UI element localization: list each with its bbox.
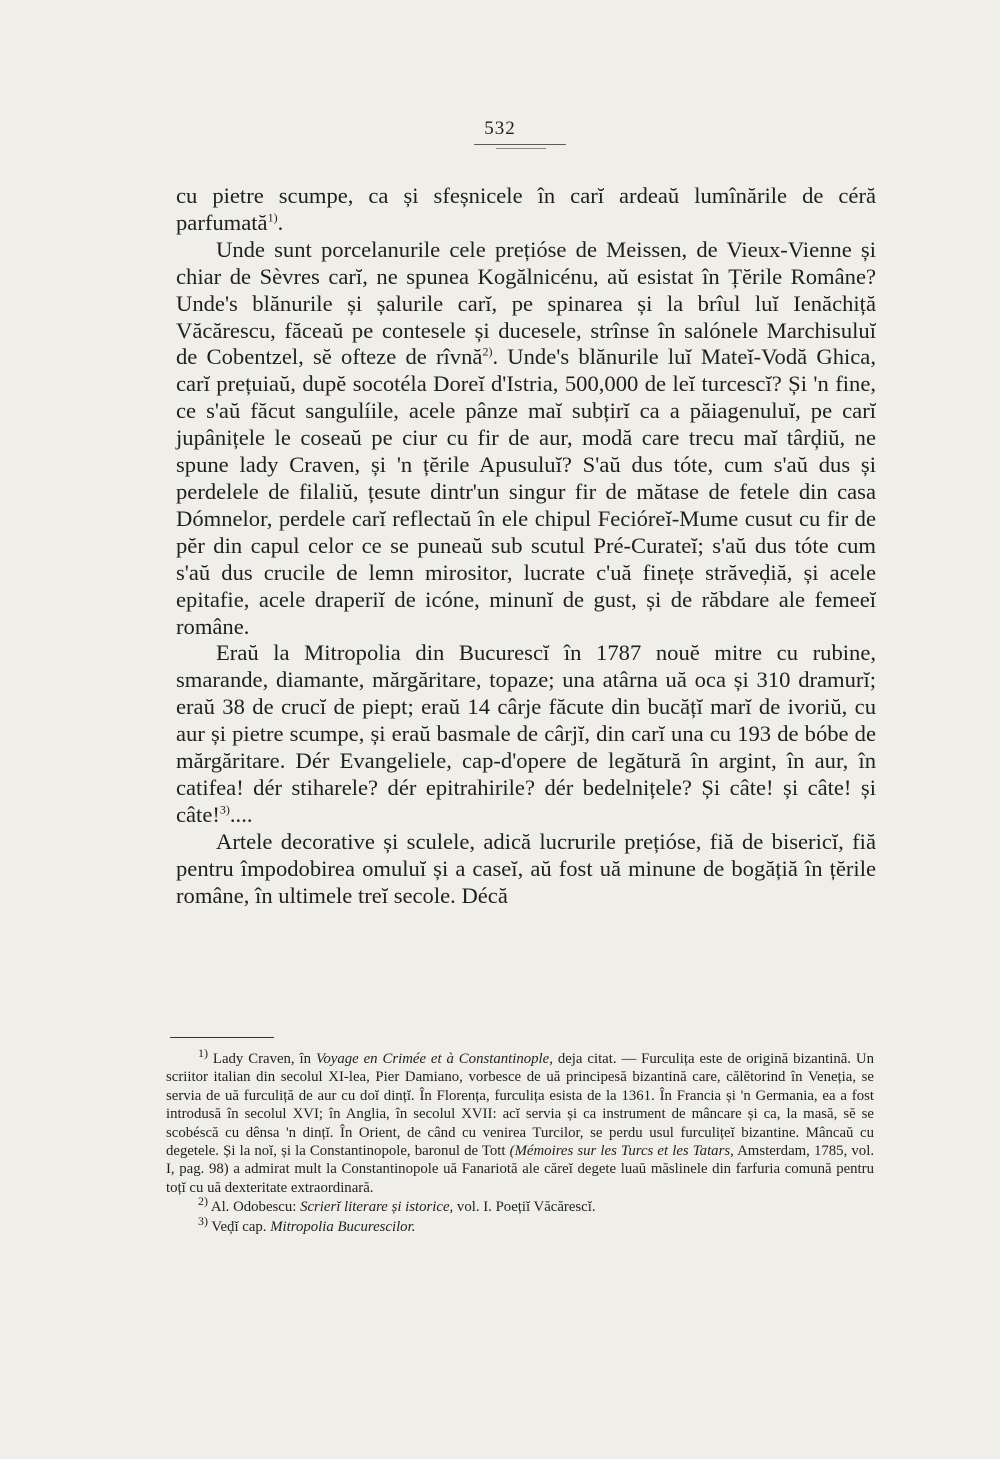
paragraph-4 [176, 829, 876, 910]
footnote-marker: 3) [219, 802, 230, 817]
footnotes [166, 1046, 875, 1237]
text-run: Veḑĭ cap. [208, 1218, 271, 1235]
text-run: Eraŭ la Mitropolia din Bucurescĭ în 1787 nouĕ mitre cu rubine, smarande, diamante, mărgăritare, topaze; una atârna uă oca și 310 dramurĭ; eraŭ 38 de crucĭ de piept; eraŭ 14 cârje făcute din bucățĭ marĭ de ivoriŭ, cu aur și pietre scumpe, și eraŭ basmale de cârjĭ, din carĭ una cu 193 de bóbe de mărgăritare. Dér Evangeliele, cap-d'opere de legătură în argint, în aur, în catifea! dér stiharele? dér epitrahirile? dér bedelnițele? Și câte! și câte! și câte! [176, 640, 876, 827]
footnote-marker: 3) [198, 1213, 208, 1228]
footnote-marker: 2) [198, 1194, 208, 1209]
page-number: 532 [484, 118, 516, 139]
italic-text: (Mémoires sur les Turcs et les Tatars, [509, 1143, 734, 1160]
italic-text: Voyage en Crimée et à Constantinople, [315, 1051, 553, 1067]
paragraph-3 [176, 640, 876, 828]
text-run: .... [229, 801, 253, 827]
text-run: vol. I. Poețiĭ Văcărescĭ. [453, 1199, 596, 1216]
text-run: . [277, 209, 284, 235]
main-text [176, 183, 876, 909]
text-run: cu pietre scumpe, ca și sfeșnicele în carĭ ardeaŭ lumînările de céră parfumată [176, 183, 876, 235]
footnote-marker: 2) [482, 344, 493, 359]
text-run: Unde sunt porcelanurile cele prețióse de Meissen, de Vieux-Vienne și chiar de Sèvres carĭ, ne spunea Kogălnicénu, aŭ esistat în Țĕrile Române? Unde's blănurile și șalurile carĭ, pe spinarea și la brîul luĭ Ienăchiță Văcărescu, făceaŭ pe contesele și ducesele, strînse în salónele Marchisuluĭ de Cobentzel, sĕ ofteze de rîvnă [176, 236, 876, 370]
text-run: Amsterdam, 1785, vol. I, pag. 98) a admirat mult la Constantinopole uă Fanariotă ale căreĭ degete luaŭ măslinele din farfuria comună pentru toțĭ cu uă dexteritate extraordinară. [166, 1143, 875, 1196]
italic-text: Mitropolia Bucurescilor. [270, 1218, 416, 1235]
page-number-rule [474, 144, 566, 145]
text-run: deja citat. — Furculița este de origină bizantină. Un scriitor italian din secolul XI-lea, Pier Damiano, vorbesce de uă principesă bizantină care, călĕtorind în Veneția, se servia de uă furculiță de aur cu doĭ dințĭ. În Florența, furculița esista de la 1361. În Francia și 'n Germania, ea a fost introdusă în secolul XVI; în Anglia, în secolul XVII: acĭ servia și ca instrument de mâncare și ca, la masă, sĕ se scobéscă cu dênsa 'n dințĭ. În Orient, de când cu venirea Turcilor, se perdu usul furculițeĭ bizantine. Mâncaŭ cu degetele. Și la noĭ, și la Constantinopole, baronul de Tott [166, 1051, 874, 1160]
text-run: . Unde's blănurile luĭ Mateĭ-Vodă Ghica, carĭ prețuiaŭ, dupĕ socotéla Doreĭ d'Istria, 500,000 de leĭ turcescĭ? Și 'n fine, ce s'aŭ făcut sangulíile, acele pânze maĭ subțirĭ ca a păiagenuluĭ, pe carĭ jupânițele le coseaŭ pe ciur cu fir de aur, modă care trecu maĭ târḑiŭ, ne spune lady Craven, și 'n țĕrile Apusuluĭ? S'aŭ dus tóte, cum s'aŭ dus și perdelele de filaliŭ, țesute dintr'un singur fir de mătase de fetele din casa Dómnelor, perdele carĭ reflectaŭ în ele chipul Fecióreĭ-Mume cusut cu fir de pĕr din capul celor ce se puneaŭ sub scutul Pré-Curateĭ; s'aŭ dus tóte cum s'aŭ dus crucile de lemn mirositor, lucrate c'uă finețe străveḑiă, și acele epitafie, acele draperiĭ de icóne, minunĭ de gust, și de răbdare ale femeeĭ române. [176, 344, 876, 639]
text-run: Artele decorative și sculele, adică lucrurile prețióse, fiă de bisericĭ, fiă pentru împodobirea omuluĭ și a caseĭ, aŭ fost uă minune de bogățiă în țĕrile române, în ultimele treĭ secole. Décă [176, 828, 876, 908]
footnote-1 [166, 1046, 875, 1197]
text-run: Lady Craven, în [208, 1051, 316, 1067]
paragraph-1 [176, 183, 876, 237]
footnote-marker: 1) [267, 210, 278, 225]
text-run: Al. Odobescu: [208, 1199, 301, 1216]
footnote-marker: 1) [198, 1046, 208, 1061]
italic-text: Scrierĭ literare și istorice, [300, 1199, 454, 1216]
footnote-2 [166, 1194, 874, 1216]
footnote-3 [166, 1213, 874, 1236]
paragraph-2 [176, 237, 876, 641]
page-number-rule-short [496, 148, 546, 149]
footnote-separator [170, 1037, 274, 1038]
